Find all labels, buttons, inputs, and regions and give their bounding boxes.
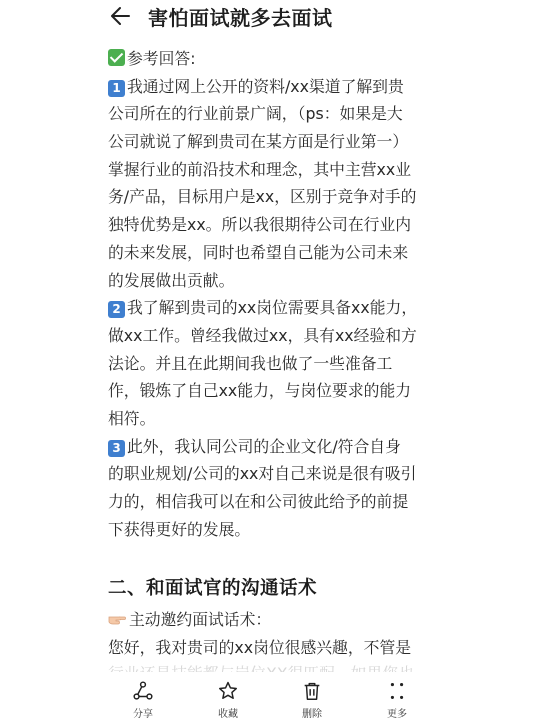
- section-title: 二、和面试官的沟通话术: [108, 578, 318, 599]
- paragraph-1-line: 的未来发展，同时也希望自己能为公司未来: [108, 242, 409, 262]
- delete-label: 删除: [302, 709, 322, 720]
- check-mark-icon: [108, 49, 125, 66]
- arrow-left-icon: [109, 4, 133, 28]
- top-header: [0, 0, 540, 34]
- paragraph-3-line: 3 此外，我认同公司的企业文化/符合自身: [108, 433, 430, 461]
- paragraph-2-line: 相符。: [108, 408, 156, 428]
- share-label: 分享: [133, 709, 153, 720]
- favorite-button[interactable]: [202, 680, 254, 720]
- paragraph-1-line: 的发展做出贡献。: [108, 270, 235, 290]
- body-text-line: 您好，我对贵司的xx岗位很感兴趣，不管是: [108, 638, 412, 657]
- more-button[interactable]: [371, 680, 423, 720]
- share-button[interactable]: [117, 680, 169, 720]
- pointing-hand-icon: [108, 612, 126, 626]
- sub-heading: 主动邀约面试话术：: [108, 606, 271, 633]
- keycap-3-icon: 3: [108, 440, 125, 457]
- paragraph-1-line: 公司就说了解到贵司在某方面是行业第一）: [108, 132, 409, 152]
- trash-icon: [301, 680, 323, 702]
- more-icon: [386, 680, 408, 702]
- share-icon: [132, 680, 154, 702]
- keycap-2-icon: 2: [108, 301, 125, 318]
- page-title: 害怕面试就多去面试: [148, 6, 333, 30]
- paragraph-1-line: 独特优势是xx。所以我很期待公司在行业内: [108, 215, 412, 235]
- paragraph-1-line: 1 我通过网上公开的资料/xx渠道了解到贵: [108, 73, 430, 101]
- paragraph-3-line: 的职业规划/公司的xx对自己来说是很有吸引: [108, 464, 417, 484]
- paragraph-2-line: 法论。并且在此期间我也做了一些准备工: [108, 353, 393, 373]
- paragraph-1-line: 公司所在的行业前景广阔，（ps：如果是大: [108, 104, 403, 124]
- paragraph-2-line: 作，锻炼了自己xx能力，与岗位要求的能力: [108, 381, 412, 401]
- delete-button[interactable]: [286, 680, 338, 720]
- star-icon: [217, 680, 239, 702]
- keycap-1-icon: 1: [108, 80, 125, 97]
- paragraph-3-line: 下获得更好的发展。: [108, 519, 251, 539]
- answer-heading: 参考回答:: [108, 45, 430, 73]
- paragraph-1-line: 掌握行业的前沿技术和理念，其中主营xx业: [108, 159, 412, 179]
- back-button[interactable]: [108, 3, 134, 29]
- favorite-label: 收藏: [218, 709, 238, 720]
- note-body: [108, 45, 430, 543]
- bottom-action-bar: [0, 672, 540, 720]
- paragraph-3-line: 力的，相信我可以在和公司彼此给予的前提: [108, 492, 409, 511]
- paragraph-1-line: 务/产品，目标用户是xx，区别于竞争对手的: [108, 187, 417, 207]
- paragraph-2-line: 做xx工作。曾经我做过xx，具有xx经验和方: [108, 325, 417, 345]
- more-label: 更多: [387, 709, 407, 720]
- paragraph-2-line: 2 我了解到贵司的xx岗位需要具备xx能力，: [108, 294, 430, 322]
